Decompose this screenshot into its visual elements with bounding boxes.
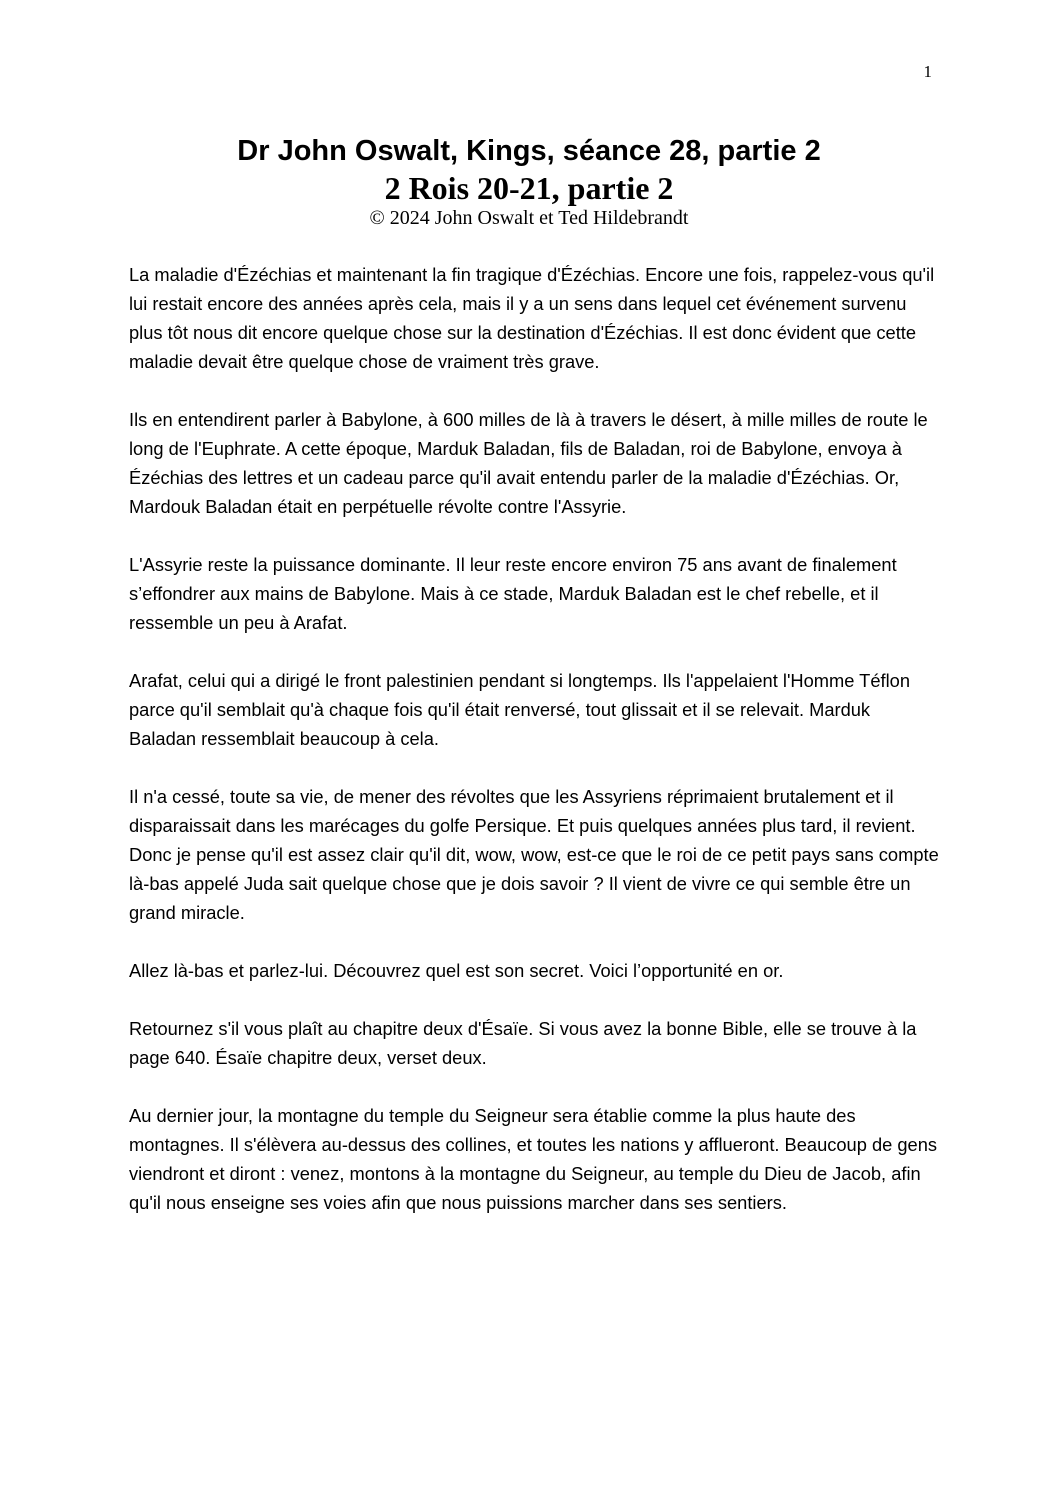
paragraph: Ils en entendirent parler à Babylone, à 600 milles de là à travers le désert, à mille milles de route le long de l'Euphrate. A cette époque, Marduk Baladan, fils de Baladan, roi de Babylone, envoya à Ézéchias des lettres et un cadeau parce qu'il avait entendu parler de la maladie d'Ézéchias. Or, Mardouk Baladan était en perpétuelle révolte contre l'Assyrie. [129, 409, 928, 517]
paragraph: Arafat, celui qui a dirigé le front palestinien pendant si longtemps. Ils l'appelaient l'Homme Téflon parce qu'il semblait qu'à chaque fois qu'il était renversé, tout glissait et il se relevait. Marduk Baladan ressemblait beaucoup à cela. [129, 670, 910, 749]
paragraph: Il n'a cessé, toute sa vie, de mener des révoltes que les Assyriens réprimaient brutalement et il disparaissait dans les marécages du golfe Persique. Et puis quelques années plus tard, il revient. Donc je pense qu'il est assez clair qu'il dit, wow, wow, est-ce que le roi de ce petit pays sans compte là-bas appelé Juda sait quelque chose que je dois savoir ? Il vient de vivre ce qui semble être un grand miracle. [129, 786, 939, 923]
document-header [0, 133, 1058, 229]
paragraph: La maladie d'Ézéchias et maintenant la fin tragique d'Ézéchias. Encore une fois, rappelez-vous qu'il lui restait encore des années après cela, mais il y a un sens dans lequel cet événement survenu plus tôt nous dit encore quelque chose sur la destination d'Ézéchias. Il est donc évident que cette maladie devait être quelque chose de vraiment très grave. [129, 264, 935, 372]
paragraph: Au dernier jour, la montagne du temple du Seigneur sera établie comme la plus haute des montagnes. Il s'élèvera au-dessus des collines, et toutes les nations y afflueront. Beaucoup de gens viendront et diront : venez, montons à la montagne du Seigneur, au temple du Dieu de Jacob, afin qu'il nous enseigne ses voies afin que nous puissions marcher dans ses sentiers. [129, 1105, 938, 1213]
paragraph: L'Assyrie reste la puissance dominante. Il leur reste encore environ 75 ans avant de finalement s’effondrer aux mains de Babylone. Mais à ce stade, Marduk Baladan est le chef rebelle, et il ressemble un peu à Arafat. [129, 554, 897, 633]
paragraph: Allez là-bas et parlez-lui. Découvrez quel est son secret. Voici l’opportunité en or. [129, 960, 784, 981]
paragraph: Retournez s'il vous plaît au chapitre deux d'Ésaïe. Si vous avez la bonne Bible, elle se trouve à la page 640. Ésaïe chapitre deux, verset deux. [129, 1018, 917, 1068]
document-subtitle: 2 Rois 20-21, partie 2 [384, 170, 674, 206]
document-body [129, 260, 941, 1246]
copyright-notice: © 2024 John Oswalt et Ted Hildebrandt [369, 207, 689, 229]
document-title: Dr John Oswalt, Kings, séance 28, partie 2 [237, 135, 821, 167]
page-number: 1 [923, 62, 932, 81]
